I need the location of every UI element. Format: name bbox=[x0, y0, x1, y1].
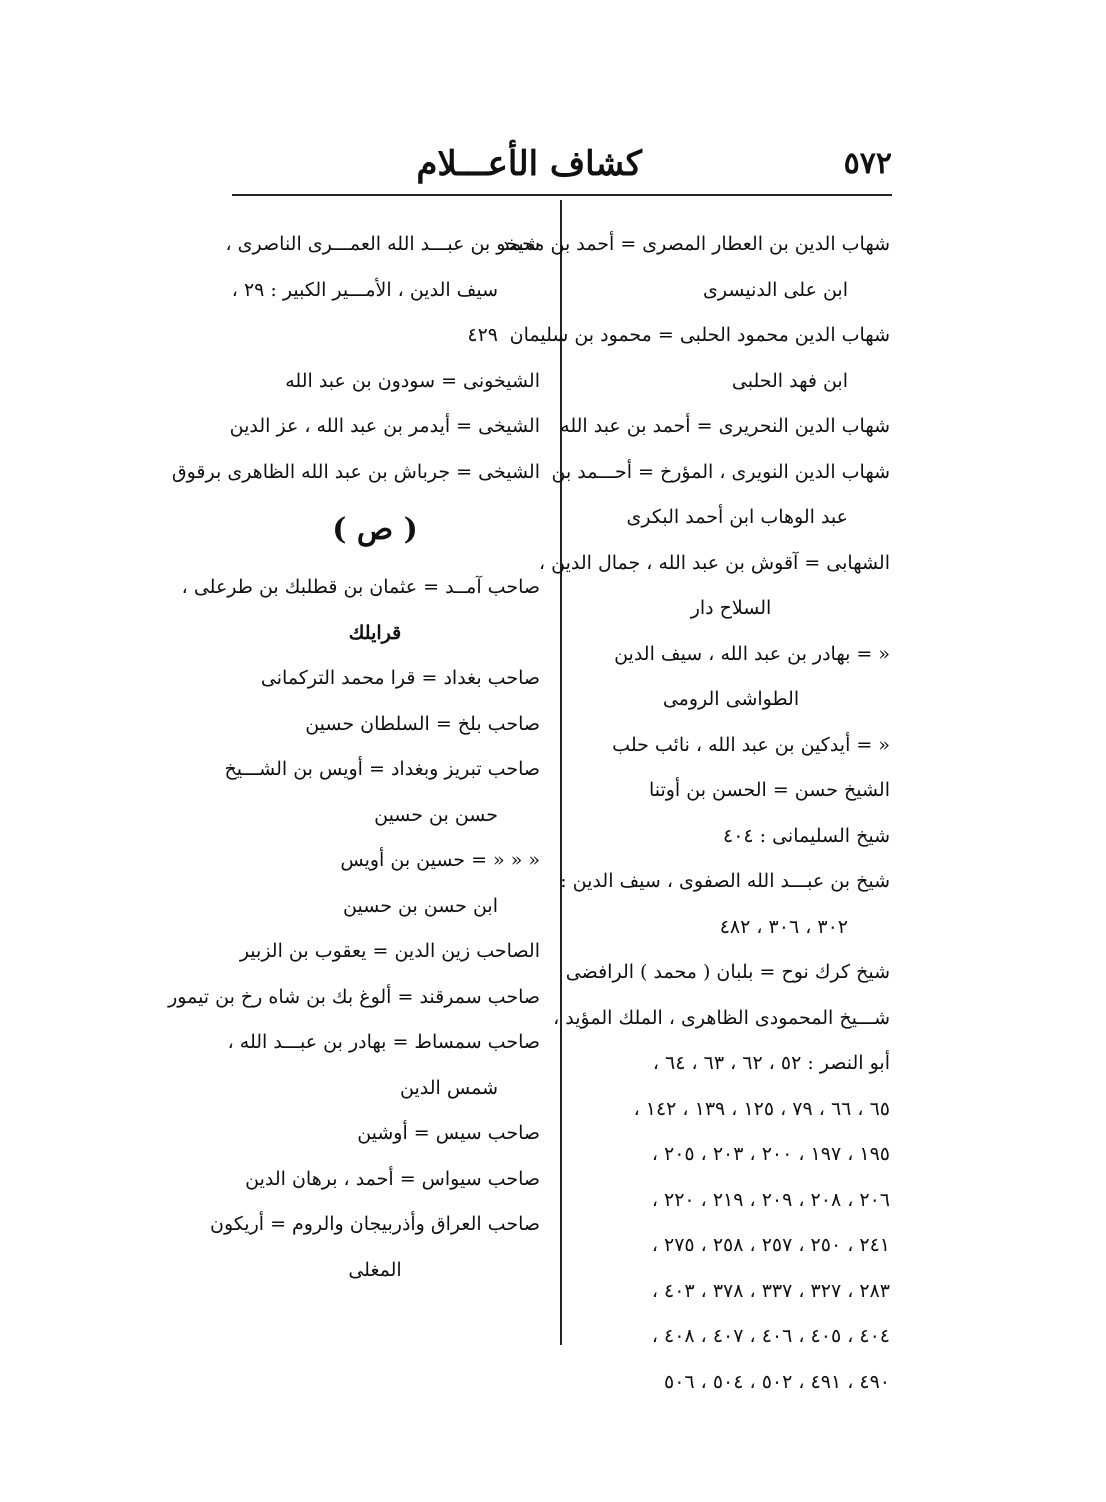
index-entry-line: ٤٠٤ ، ٤٠٥ ، ٤٠٦ ، ٤٠٧ ، ٤٠٨ ، bbox=[651, 1325, 890, 1347]
index-entry-line: صاحب آمــد = عثمان بن قطلبك بن طرعلى ، bbox=[181, 576, 540, 598]
page-number: ٥٧٢ bbox=[843, 146, 892, 181]
index-entry-line: ١٩٥ ، ١٩٧ ، ٢٠٠ ، ٢٠٣ ، ٢٠٥ ، bbox=[651, 1143, 890, 1165]
index-entry-line: « « « = حسين بن أويس bbox=[340, 849, 540, 871]
index-entry-line: قرايلك bbox=[348, 621, 402, 644]
index-entry-line: شـــيخ المحمودى الظاهرى ، الملك المؤيد ، bbox=[553, 1006, 890, 1029]
index-entry-line: صاحب بلخ = السلطان حسين bbox=[305, 712, 540, 735]
index-entry-line: شيخ السليمانى : ٤٠٤ bbox=[722, 824, 890, 847]
index-entry-line: الشيخونى = سودون بن عبد الله bbox=[285, 369, 540, 392]
index-entry-line: الشهابى = آقوش بن عبد الله ، جمال الدين ، bbox=[538, 551, 890, 574]
left-column bbox=[168, 222, 540, 1293]
index-entry-line: صاحب سمساط = بهادر بن عبـــد الله ، bbox=[227, 1031, 540, 1053]
index-entry-line: صاحب تبريز وبغداد = أويس بن الشـــيخ bbox=[224, 758, 540, 780]
index-entry-line: ابن حسن بن حسين bbox=[343, 894, 498, 917]
index-entry-line: ٤٩٠ ، ٤٩١ ، ٥٠٢ ، ٥٠٤ ، ٥٠٦ bbox=[664, 1370, 890, 1393]
index-entry-line: شيخ بن عبـــد الله الصفوى ، سيف الدين : bbox=[560, 870, 890, 892]
right-column bbox=[501, 222, 890, 1405]
page-title: كشاف الأعـــلام bbox=[416, 144, 642, 184]
header-rule bbox=[232, 194, 892, 196]
page-header bbox=[232, 140, 892, 190]
index-entry-line: ٢٤١ ، ٢٥٠ ، ٢٥٧ ، ٢٥٨ ، ٢٧٥ ، bbox=[651, 1234, 890, 1256]
index-entry-line: الطواشى الرومى bbox=[662, 688, 800, 710]
index-entry-line: ٢٨٣ ، ٣٢٧ ، ٣٣٧ ، ٣٧٨ ، ٤٠٣ ، bbox=[651, 1279, 890, 1302]
index-entry-line: ( ص ) bbox=[332, 512, 418, 547]
index-entry-line: حسن بن حسين bbox=[374, 803, 498, 826]
index-entry-line: شهاب الدين النحريرى = أحمد بن عبد الله bbox=[560, 415, 890, 437]
index-entry-line: ابن فهد الحلبى bbox=[731, 369, 848, 392]
index-entry-line: ٢٠٦ ، ٢٠٨ ، ٢٠٩ ، ٢١٩ ، ٢٢٠ ، bbox=[651, 1188, 890, 1211]
index-entry-line: شهاب الدين النويرى ، المؤرخ = أحـــمد بن bbox=[551, 460, 890, 483]
index-entry-line: شيخ كرك نوح = بلبان ( محمد ) الرافضى bbox=[565, 961, 890, 983]
index-entry-line: الصاحب زين الدين = يعقوب بن الزبير bbox=[239, 940, 540, 962]
index-entry-line: شمس الدين bbox=[400, 1076, 498, 1099]
index-entry-line: الشيخ حسن = الحسن بن أوتنا bbox=[648, 779, 890, 801]
index-entry-line: ٦٥ ، ٦٦ ، ٧٩ ، ١٢٥ ، ١٣٩ ، ١٤٢ ، bbox=[633, 1097, 890, 1120]
column-divider bbox=[560, 200, 562, 1345]
index-entry-line: الشيخى = أيدمر بن عبد الله ، عز الدين bbox=[229, 415, 540, 437]
index-entry-line: ٣٠٢ ، ٣٠٦ ، ٤٨٢ bbox=[719, 915, 848, 938]
index-entry-line: أبو النصر : ٥٢ ، ٦٢ ، ٦٣ ، ٦٤ ، bbox=[652, 1052, 890, 1074]
index-entry-line: صاحب العراق وأذربيجان والروم = أريكون bbox=[210, 1213, 540, 1235]
index-entry-line: عبد الوهاب ابن أحمد البكرى bbox=[626, 506, 848, 528]
index-entry-line: صاحب سمرقند = ألوغ بك بن شاه رخ بن تيمور bbox=[168, 985, 540, 1008]
index-entry-line: شيخو بن عبـــد الله العمـــرى الناصرى ، bbox=[225, 233, 540, 255]
index-entry-line: سيف الدين ، الأمـــير الكبير : ٢٩ ، bbox=[231, 278, 498, 301]
index-entry-line: صاحب سيس = أوشين bbox=[357, 1122, 540, 1144]
index-entry-line: الشيخى = جرباش بن عبد الله الظاهرى برقوق bbox=[171, 460, 540, 483]
index-entry-line: ابن على الدنيسرى bbox=[703, 278, 848, 301]
index-entry-line: المغلى bbox=[348, 1258, 402, 1281]
index-entry-line: شهاب الدين محمود الحلبى = محمود بن سليمان bbox=[509, 324, 890, 346]
index-entry-line: السلاح دار bbox=[690, 597, 772, 619]
index-entry-line: « = أيدكين بن عبد الله ، نائب حلب bbox=[612, 733, 890, 756]
index-entry-line: شهاب الدين بن العطار المصرى = أحمد بن محمد bbox=[501, 233, 890, 255]
index-entry-line: « = بهادر بن عبد الله ، سيف الدين bbox=[614, 642, 890, 665]
index-entry-line: ٤٢٩ bbox=[467, 324, 498, 346]
index-entry-line: صاحب بغداد = قرا محمد التركمانى bbox=[260, 667, 540, 689]
index-entry-line: صاحب سيواس = أحمد ، برهان الدين bbox=[245, 1167, 540, 1190]
